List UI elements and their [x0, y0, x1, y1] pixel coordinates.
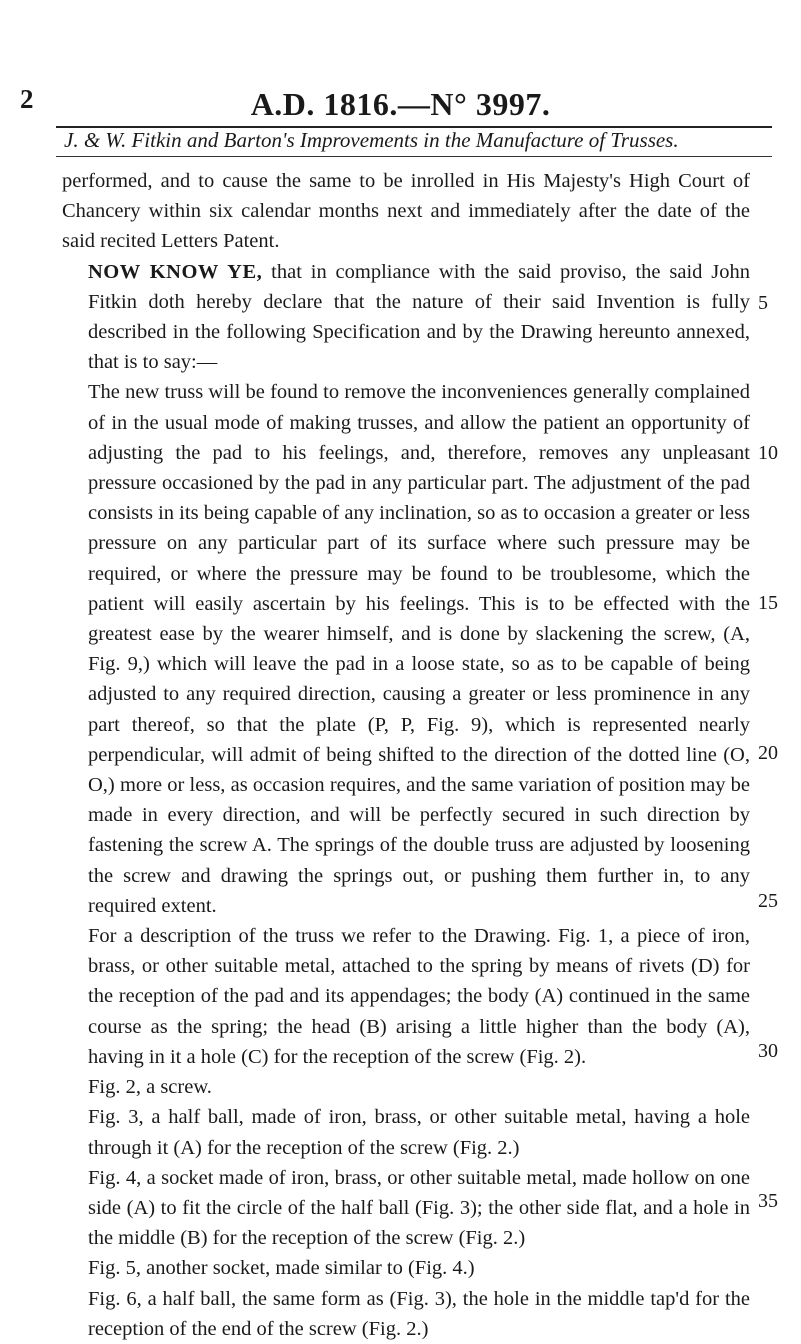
body-text	[62, 166, 750, 1344]
page-title: A.D. 1816.—N° 3997.	[250, 86, 551, 122]
paragraph-2-text: that in compliance with the said proviso, the said John Fitkin doth hereby declare that the nature of their said Invention is fully described in the following Specification and by the Drawing hereunto annexed, that is to say:—	[88, 260, 751, 374]
header-rule-bottom	[56, 156, 772, 157]
paragraph-9: Fig. 6, a half ball, the same form as (Fig. 3), the hole in the middle tap'd for the reception of the end of the screw (Fig. 2.)	[88, 1287, 750, 1340]
line-number-15: 15	[758, 592, 778, 614]
line-number-30: 30	[758, 1040, 778, 1062]
line-number-20: 20	[758, 742, 778, 764]
paragraph-2	[62, 257, 750, 378]
running-title: J. & W. Fitkin and Barton's Improvements in the Manufacture of Trusses.	[64, 128, 679, 152]
paragraph-3: The new truss will be found to remove the inconveniences generally complained of in the usual mode of making trusses, and allow the patient an opportunity of adjusting the pad to his feelings, and, therefore, removes any unpleasant pressure occasioned by the pad in any particular part. The adjustment of the pad consists in its being capable of any inclination, so as to occasion a greater or less pressure on any particular part of its surface where such pressure may be required, or where the pressure may be found to be troublesome, which the patient will easily ascertain by his feelings. This is to be effected with the greatest ease by the wearer himself, and is done by slackening the screw, (A, Fig. 9,) which will leave the pad in a loose state, so as to be capable of being adjusted to any required direction, causing a greater or less prominence in any part thereof, so that the plate (P, P, Fig. 9), which is represented nearly perpendicular, will admit of being shifted to the direction of the dotted line (O, O,) more or less, as occasion requires, and the same variation of position may be made in every direction, and will be perfectly secured in such direction by fastening the screw A. The springs of the double truss are adjusted by loosening the screw and drawing the springs out, or pushing them further in, to any required extent.	[88, 381, 750, 917]
paragraph-1: performed, and to cause the same to be inrolled in His Majesty's High Court of Chancery within six calendar months next and immediately after the date of the said recited Letters Patent.	[62, 170, 750, 253]
paragraph-2-lead: NOW KNOW YE,	[88, 260, 263, 283]
paragraph-8: Fig. 5, another socket, made similar to (Fig. 4.)	[88, 1257, 475, 1280]
paragraph-4: For a description of the truss we refer to the Drawing. Fig. 1, a piece of iron, brass, or other suitable metal, attached to the spring by means of rivets (D) for the reception of the pad and its appendages; the body (A) continued in the same course as the spring; the head (B) arising a little higher than the body (A), having in it a hole (C) for the reception of the screw (Fig. 2).	[88, 925, 750, 1068]
line-number-25: 25	[758, 890, 778, 912]
paragraph-5: Fig. 2, a screw.	[88, 1076, 212, 1099]
line-number-35: 35	[758, 1190, 778, 1212]
page-number: 2	[20, 84, 34, 114]
paragraph-7: Fig. 4, a socket made of iron, brass, or other suitable metal, made hollow on one side (A) to fit the circle of the half ball (Fig. 3); the other side flat, and a hole in the middle (B) for the reception of the screw (Fig. 2.)	[88, 1166, 750, 1250]
paragraph-6: Fig. 3, a half ball, made of iron, brass, or other suitable metal, having a hole through it (A) for the reception of the screw (Fig. 2.)	[88, 1106, 750, 1159]
line-number-5: 5	[758, 292, 768, 314]
line-number-10: 10	[758, 442, 778, 464]
